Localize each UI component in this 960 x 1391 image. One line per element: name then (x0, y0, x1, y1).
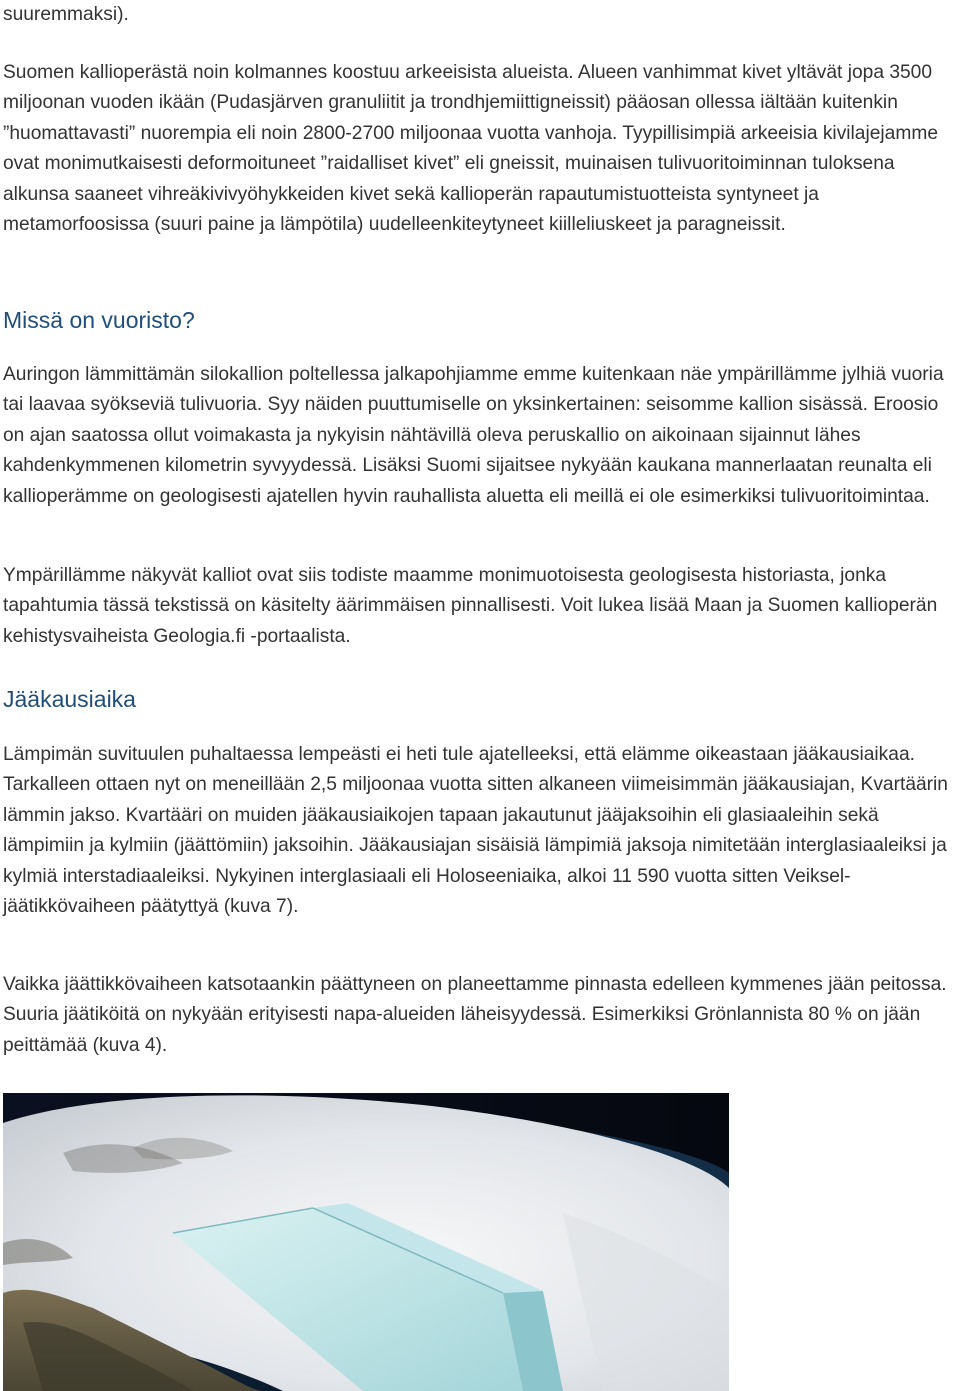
paragraph-mountains-1: Auringon lämmittämän silokallion poltellessa jalkapohjiamme emme kuitenkaan näe ympärillämme jylhiä vuoria tai laavaa syökseviä tulivuoria. Syy näiden puuttumiselle on yksinkertainen: seisomme kallion sisässä. Eroosio on ajan saatossa ollut voimakasta ja nykyisin nähtävillä oleva peruskallio on aikoinaan sijainnut lähes kahdenkymmenen kilometrin syvyydessä. Lisäksi Suomi sijaitsee nykyään kaukana mannerlaatan reunalta eli kallioperämme on geologisesti ajatellen hyvin rauhallista aluetta eli meillä ei ole esimerkiksi tulivuoritoimintaa. (3, 364, 944, 507)
paragraph-ice-age-2: Vaikka jäättikkövaiheen katsotaankin päättyneen on planeettamme pinnasta edelleen kymmenes jään peitossa. Suuria jäätiköitä on nykyään erityisesti napa-alueiden läheisyydessä. Esimerkiksi Grönlannista 80 % on jään peittämää (kuva 4). (3, 974, 947, 1056)
greenland-ice-sheet-image (3, 1093, 729, 1391)
paragraph-ice-age-1: Lämpimän suvituulen puhaltaessa lempeästi ei heti tule ajatelleeksi, että elämme oikeastaan jääkausiaikaa. Tarkalleen ottaen nyt on meneillään 2,5 miljoonaa vuotta sitten alkaneen viimeisimmän jääkausiajan, Kvartäärin lämmin jakso. Kvartääri on muiden jääkausiaikojen tapaan jakautunut jääjaksoihin eli glasiaaleihin sekä lämpimiin ja kylmiin (jäättömiin) jaksoihin. Jääkausiajan sisäisiä lämpimiä jaksoja nimitetään interglasiaaleiksi ja kylmiä interstadiaaleiksi. Nykyinen interglasiaali eli Holoseeniaika, alkoi 11 590 vuotta sitten Veiksel-jäätikkövaiheen päätyttyä (kuva 7). (3, 744, 948, 918)
greenland-ice-sheet-illustration (3, 1093, 729, 1391)
intro-fragment: suuremmaksi). (3, 4, 129, 25)
paragraph-mountains-2: Ympärillämme näkyvät kalliot ovat siis todiste maamme monimuotoisesta geologisesta historiasta, jonka tapahtumia tässä tekstissä on käsitelty äärimmäisen pinnallisesti. Voit lukea lisää Maan ja Suomen kallioperän kehistysvaiheista Geologia.fi -portaalista. (3, 565, 938, 647)
paragraph-bedrock: Suomen kallioperästä noin kolmannes koostuu arkeeisista alueista. Alueen vanhimmat kivet yltävät jopa 3500 miljoonan vuoden ikään (Pudasjärven granuliitit ja trondhjemiittigneissit) pääosan ollessa iältään kuitenkin ”huomattavasti” nuorempia eli noin 2800-2700 miljoonaa vuotta vanhoja. Tyypillisimpiä arkeeisia kivilajejamme ovat monimutkaisesti deformoituneet ”raidalliset kivet” eli gneissit, muinaisen tulivuoritoiminnan tuloksena alkunsa saaneet vihreäkivivyöhykkeiden kivet sekä kallioperän rapautumistuotteista syntyneet ja metamorfoosissa (suuri paine ja lämpötila) uudelleenkiteytyneet kiilleliuskeet ja paragneissit. (3, 62, 938, 236)
heading-mountains: Missä on vuoristo? (3, 307, 195, 333)
heading-ice-age: Jääkausiaika (3, 686, 136, 712)
